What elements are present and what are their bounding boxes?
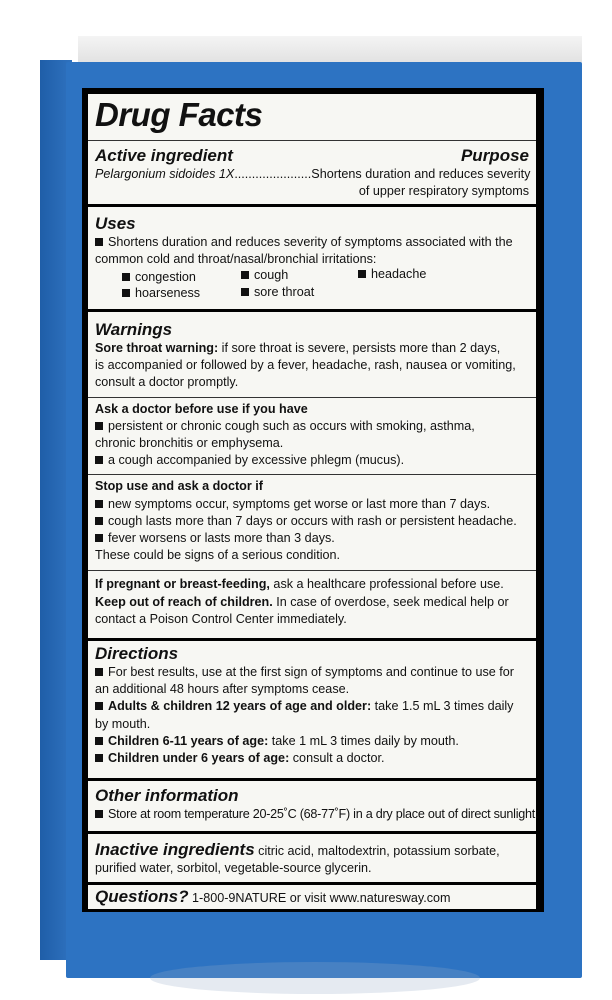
bullet-icon [95,456,103,464]
sore-throat-warning-text: is accompanied or followed by a fever, headache, rash, nausea or vomiting, [95,358,516,373]
bullet-icon [95,668,103,676]
ask-doctor-item: persistent or chronic cough such as occurs with smoking, asthma, [108,418,475,433]
purpose-text-line2: of upper respiratory symptoms [358,184,529,199]
children-dose-label: Children 6-11 years of age: [108,733,269,748]
directions-section [88,641,536,778]
sore-throat-warning-label: Sore throat warning: [95,341,219,355]
sore-throat-warning-text: if sore throat is severe, persists more than 2 days, [218,341,501,355]
uses-text-line1: Shortens duration and reduces severity of symptoms associated with the [108,235,513,249]
uses-text-line2: common cold and throat/nasal/bronchial irritations: [95,252,377,267]
symptom-list [95,268,529,304]
bullet-icon [358,270,366,278]
bullet-icon [122,273,130,281]
bullet-icon [241,271,249,279]
bullet-icon [95,500,103,508]
directions-item: For best results, use at the first sign of symptoms and continue to use for [108,665,514,679]
inactive-ingredients-text: purified water, sorbitol, vegetable-source glycerin. [95,861,372,876]
active-ingredient-name: Pelargonium sidoides 1X [95,167,235,181]
ask-doctor-item: chronic bronchitis or emphysema. [95,436,284,451]
symptom-item: cough [241,267,288,284]
pregnancy-warning-text: ask a healthcare professional before use. [269,577,504,592]
keep-out-of-reach-text: contact a Poison Control Center immediately. [95,611,347,626]
adults-dose-label: Adults & children 12 years of age and older: [108,699,372,714]
inactive-ingredients-heading: Inactive ingredients [95,840,255,859]
uses-heading: Uses [95,214,136,233]
other-information-section [88,781,539,831]
warnings-section [88,312,536,638]
stop-use-item: new symptoms occur, symptoms get worse or last more than 7 days. [108,496,491,511]
bullet-icon [241,288,249,296]
symptom-item: sore throat [241,284,314,301]
bullet-icon [95,702,103,710]
active-ingredient-heading: Active ingredient [95,146,233,165]
questions-text: 1-800-9NATURE or visit www.naturesway.com [188,891,451,905]
purpose-text-line1: Shortens duration and reduces severity [311,167,531,181]
pregnancy-warning-label: If pregnant or breast-feeding, [95,577,270,592]
under-6-text: consult a doctor. [289,751,385,766]
adults-dose-text: by mouth. [95,716,151,731]
stop-use-item: fever worsens or lasts more than 3 days. [108,531,335,546]
drug-facts-title: Drug Facts [95,96,263,133]
inactive-ingredients-section [88,834,536,882]
symptom-item: headache [358,266,426,283]
children-dose-text: take 1 mL 3 times daily by mouth. [268,733,459,748]
bullet-icon [95,737,103,745]
adults-dose-text: take 1.5 mL 3 times daily [371,699,514,714]
sore-throat-warning-text: consult a doctor promptly. [95,375,239,390]
symptom-item: congestion [122,269,196,286]
stop-use-item: cough lasts more than 7 days or occurs with rash or persistent headache. [108,513,517,528]
bullet-icon [95,238,103,246]
bullet-icon [95,534,103,542]
directions-item: an additional 48 hours after symptoms cease. [95,682,350,697]
drug-facts-header-section [88,94,536,204]
ask-doctor-heading: Ask a doctor before use if you have [95,401,308,416]
questions-heading: Questions? [95,887,189,906]
stop-use-heading: Stop use and ask a doctor if [95,479,263,494]
bullet-icon [95,810,103,818]
inactive-ingredients-text: citric acid, maltodextrin, potassium sorbate, [254,844,500,858]
under-6-label: Children under 6 years of age: [108,751,290,766]
uses-section [88,207,536,309]
keep-out-of-reach-text: In case of overdose, seek medical help or [272,594,509,609]
divider [88,140,536,141]
directions-heading: Directions [95,644,179,663]
divider [88,397,536,398]
other-information-heading: Other information [95,786,239,805]
divider [88,474,536,475]
storage-text: Store at room temperature 20-25˚C (68-77˚F) in a dry place out of direct sunlight. [108,807,539,821]
bullet-icon [95,754,103,762]
divider [88,570,536,571]
package-reflection [150,962,480,994]
keep-out-of-reach-label: Keep out of reach of children. [95,594,273,609]
bullet-icon [122,289,130,297]
questions-section [88,885,536,909]
leader-dots: ...................... [234,167,312,181]
stop-use-note: These could be signs of a serious condition. [95,548,341,563]
warnings-heading: Warnings [95,320,173,339]
bullet-icon [95,422,103,430]
ask-doctor-item: a cough accompanied by excessive phlegm (mucus). [108,453,405,468]
bullet-icon [95,517,103,525]
purpose-heading: Purpose [460,146,529,165]
symptom-item: hoarseness [122,285,200,302]
